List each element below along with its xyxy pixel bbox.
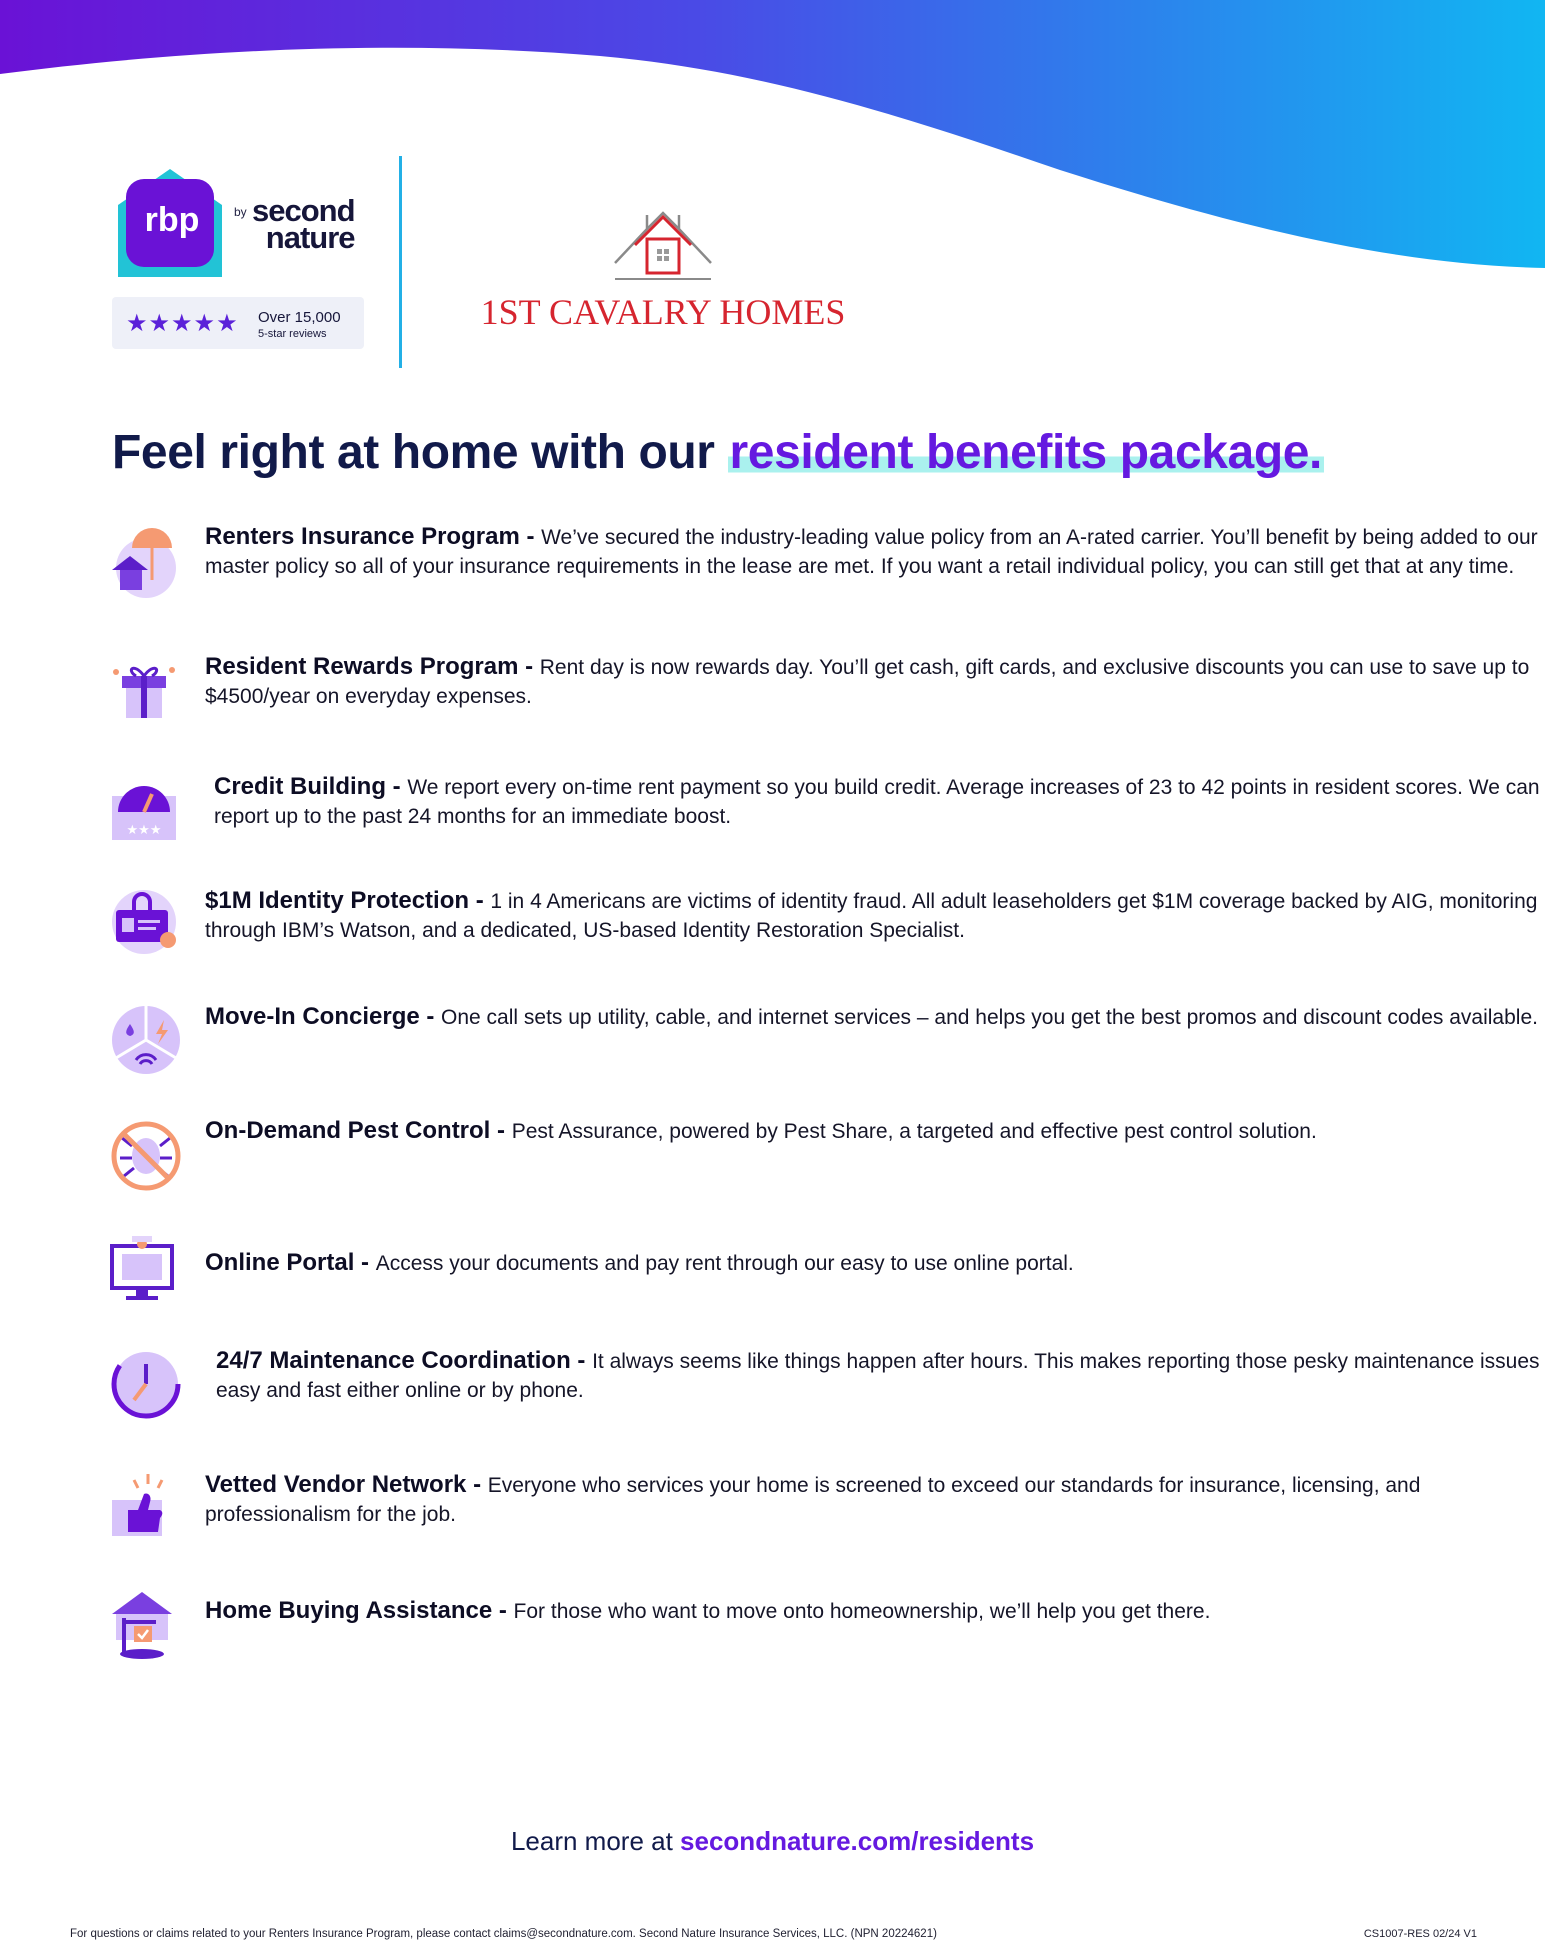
benefit-body — [214, 772, 1545, 831]
benefit-title: Resident Rewards Program - — [205, 653, 540, 680]
five-star-rating-icon: ★★★★★ — [126, 309, 239, 337]
review-caption: 5-star reviews — [258, 328, 327, 340]
learn-more-cta — [0, 1826, 1545, 1857]
benefit-title: Home Buying Assistance - — [205, 1597, 514, 1624]
identity-lock-icon — [108, 886, 184, 962]
company-logo — [468, 205, 858, 335]
benefit-body — [205, 1248, 1545, 1278]
clock-icon — [108, 1346, 184, 1422]
house-roof-icon — [611, 205, 715, 287]
company-name: 1ST CAVALRY HOMES — [480, 292, 846, 332]
page-headline — [112, 425, 1324, 480]
thumbs-up-icon — [108, 1470, 184, 1546]
benefit-title: On-Demand Pest Control - — [205, 1117, 512, 1144]
benefit-body — [205, 1596, 1545, 1626]
headline-highlight: resident benefits package. — [729, 426, 1322, 479]
by-label: by — [234, 205, 247, 219]
benefit-text: One call sets up utility, cable, and internet services – and helps you get the best promos and discount codes available. — [441, 1006, 1538, 1029]
benefit-title: $1M Identity Protection - — [205, 887, 491, 914]
footer-doc-code: CS1007-RES 02/24 V1 — [1363, 1928, 1477, 1940]
cta-lead: Learn more at — [510, 1826, 681, 1856]
no-pest-icon — [108, 1116, 184, 1192]
cta-link[interactable]: secondnature.com/residents — [680, 1826, 1035, 1856]
wordmark-line2: nature — [265, 220, 355, 255]
benefit-text: It always seems like things happen after hours. This makes reporting those pesky maintenance issues easy and fast either online or by phone. — [216, 1350, 1540, 1402]
second-nature-wordmark — [252, 193, 355, 255]
rbp-logo-text: rbp — [144, 201, 200, 239]
benefit-text: We’ve secured the industry-leading value policy from an A-rated carrier. You’ll benefit by being added to our master policy so all of your insurance requirements in the lease are met. If you want a retail individual policy, you can still get that at any time. — [205, 526, 1538, 578]
footer-disclaimer: For questions or claims related to your Renters Insurance Program, please contact claims@secondnature.com. Second Nature Insurance Services, LLC. (NPN 20224621) — [70, 1928, 937, 1940]
benefit-title: 24/7 Maintenance Coordination - — [216, 1347, 593, 1374]
benefit-title: Move-In Concierge - — [205, 1003, 442, 1030]
logo-divider — [399, 156, 402, 368]
headline-lead: Feel right at home with our — [112, 426, 728, 479]
utilities-icon — [108, 1002, 184, 1078]
benefit-body — [205, 522, 1545, 581]
benefit-title: Renters Insurance Program - — [205, 523, 542, 550]
benefit-title: Vetted Vendor Network - — [205, 1471, 488, 1498]
benefit-text: We report every on-time rent payment so you build credit. Average increases of 23 to 42 points in resident scores. We can report up to the past 24 months for an immediate boost. — [214, 776, 1540, 828]
benefit-body — [205, 652, 1545, 711]
benefit-text: For those who want to move onto homeownership, we’ll help you get there. — [513, 1600, 1211, 1623]
benefit-text: Access your documents and pay rent through our easy to use online portal. — [375, 1252, 1074, 1275]
review-count: Over 15,000 — [258, 309, 341, 326]
benefit-body — [216, 1346, 1545, 1405]
svg-text:★★★: ★★★ — [126, 823, 162, 838]
wordmark-line1: second — [252, 193, 355, 228]
benefit-body — [205, 1002, 1545, 1032]
benefit-body — [205, 1470, 1545, 1529]
benefit-title: Credit Building - — [214, 773, 408, 800]
home-sign-icon — [108, 1588, 184, 1664]
umbrella-house-icon — [108, 522, 184, 598]
benefit-text: 1 in 4 Americans are victims of identity fraud. All adult leaseholders get $1M coverage backed by AIG, monitoring through IBM’s Watson, and a dedicated, US-based Identity Restoration Specialist. — [205, 890, 1538, 942]
benefit-title: Online Portal - — [205, 1249, 376, 1276]
rbp-second-nature-logo — [112, 165, 372, 355]
benefit-body — [205, 886, 1545, 945]
reviews-badge — [112, 297, 364, 349]
benefit-text: Rent day is now rewards day. You’ll get cash, gift cards, and exclusive discounts you can use to save up to $4500/year on everyday expenses. — [205, 656, 1530, 708]
benefit-body — [205, 1116, 1545, 1146]
monitor-portal-icon — [108, 1232, 184, 1308]
credit-gauge-icon — [108, 772, 184, 848]
benefit-text: Everyone who services your home is screened to exceed our standards for insurance, licensing, and professionalism for the job. — [205, 1474, 1421, 1526]
benefit-text: Pest Assurance, powered by Pest Share, a targeted and effective pest control solution. — [511, 1120, 1317, 1143]
gift-icon — [108, 652, 184, 728]
